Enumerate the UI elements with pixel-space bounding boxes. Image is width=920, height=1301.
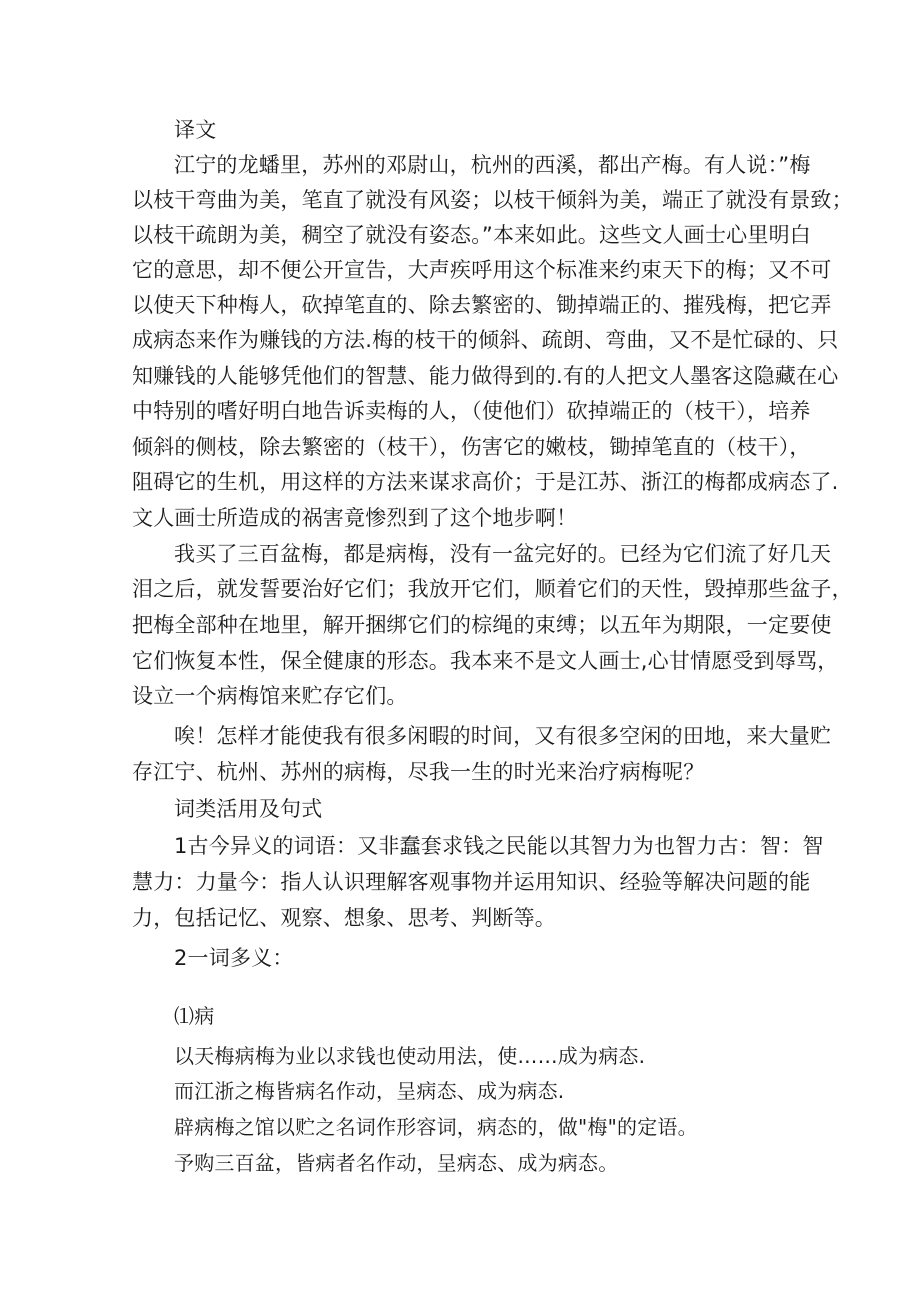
list-item: 以天梅病梅为业以求钱也使动用法，使……成为病态. (174, 1044, 646, 1068)
paragraph-line: 以使天下种梅人，砍掉笔直的、除去繁密的、锄掉端正的、摧残梅，把它弄 (132, 293, 832, 317)
paragraph-line: 江宁的龙蟠里，苏州的邓尉山，杭州的西溪，都出产梅。有人说：”梅 (174, 153, 811, 177)
list-subheading: ⑴病 (174, 1004, 215, 1028)
list-item: 辟病梅之馆以贮之名词作形容词，病态的，做"梅"的定语。 (174, 1115, 698, 1139)
paragraph-line: 倾斜的侧枝，除去繁密的（枝干），伤害它的嫩枝，锄掉笔直的（枝干）， (132, 435, 811, 459)
paragraph-line: 阻碍它的生机，用这样的方法来谋求高价；于是江苏、浙江的梅都成病态了. (132, 470, 839, 494)
paragraph-line: 中特别的嗜好明白地告诉卖梅的人，（使他们）砍掉端正的（枝干），培养 (132, 399, 811, 423)
paragraph-line: 唉！怎样才能使我有很多闲暇的时间，又有很多空闲的田地，来大量贮 (174, 724, 832, 748)
paragraph-line: 以枝干疏朗为美，稠空了就没有姿态。”本来如此。这些文人画士心里明白 (132, 223, 811, 247)
paragraph-line: 1古今异义的词语：又非蠢套求钱之民能以其智力为也智力古：智：智 (174, 834, 824, 858)
paragraph-line: 我买了三百盆梅，都是病梅，没有一盆完好的。已经为它们流了好几天 (174, 542, 832, 566)
paragraph-line: 力，包括记忆、观察、想象、思考、判断等。 (132, 906, 556, 930)
paragraph-line: 以枝干弯曲为美，笔直了就没有风姿；以枝干倾斜为美，端正了就没有景致； (132, 188, 853, 212)
paragraph-line: 把梅全部种在地里，解开捆绑它们的棕绳的束缚；以五年为期限，一定要使 (132, 613, 832, 637)
paragraph-line: 设立一个病梅馆来贮存它们。 (132, 684, 408, 708)
list-item: 而江浙之梅皆病名作动，呈病态、成为病态. (174, 1079, 565, 1103)
paragraph-line: 知赚钱的人能够凭他们的智慧、能力做得到的.有的人把文人墨客这隐藏在心 (132, 364, 839, 388)
paragraph-line: 成病态来作为赚钱的方法.梅的枝干的倾斜、疏朗、弯曲，又不是忙碌的、只 (132, 328, 839, 352)
list-heading: 2一词多义： (174, 946, 294, 970)
paragraph-line: 文人画士所造成的祸害竟惨烈到了这个地步啊！ (132, 506, 578, 530)
section-heading-translation: 译文 (174, 118, 217, 142)
paragraph-line: 慧力：力量今：指人认识理解客观事物并运用知识、经验等解决问题的能 (132, 870, 811, 894)
paragraph-line: 它的意思，却不便公开宣告，大声疾呼用这个标准来约束天下的梅；又不可 (132, 258, 832, 282)
paragraph-line: 它们恢复本性，保全健康的形态。我本来不是文人画士,心甘情愿受到辱骂， (132, 649, 839, 673)
section-heading-grammar: 词类活用及句式 (174, 797, 323, 821)
paragraph-line: 泪之后，就发誓要治好它们；我放开它们，顺着它们的天性，毁掉那些盆子， (132, 577, 853, 601)
list-item: 予购三百盆，皆病者名作动，呈病态、成为病态。 (174, 1151, 619, 1175)
paragraph-line: 存江宁、杭州、苏州的病梅，尽我一生的时光来治疗病梅呢？ (132, 760, 705, 784)
